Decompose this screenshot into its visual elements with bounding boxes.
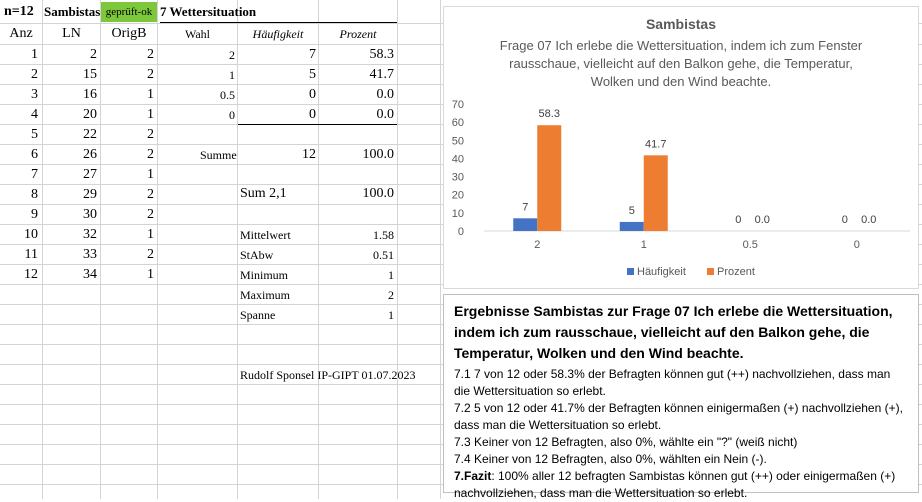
row-anz[interactable]: 11 bbox=[24, 247, 38, 262]
stat-label[interactable]: Mittelwert bbox=[240, 228, 291, 242]
stat-value[interactable]: 0.51 bbox=[373, 248, 394, 262]
col-header-haeufigkeit[interactable]: Häufigkeit bbox=[252, 27, 304, 41]
data-label: 5 bbox=[628, 204, 635, 217]
freq-haeufigkeit[interactable]: 0 bbox=[309, 87, 316, 102]
chart-subtitle-line: Wolken und den Wind beachte. bbox=[590, 74, 772, 89]
row-anz[interactable]: 3 bbox=[31, 87, 38, 102]
summe-prozent[interactable]: 100.0 bbox=[362, 147, 394, 162]
bar-prozent bbox=[644, 155, 668, 231]
question-title[interactable]: 7 Wettersituation bbox=[160, 4, 257, 19]
stat-value[interactable]: 2 bbox=[388, 288, 394, 302]
data-label: 7 bbox=[522, 201, 529, 214]
row-anz[interactable]: 10 bbox=[24, 227, 38, 242]
freq-prozent[interactable]: 0.0 bbox=[376, 87, 394, 102]
data-label: 41.7 bbox=[645, 138, 667, 151]
freq-wahl[interactable]: 2 bbox=[229, 48, 235, 62]
row-origb[interactable]: 2 bbox=[147, 127, 154, 142]
results-line-2: 7.2 5 von 12 oder 41.7% der Befragten können einigermaßen (+) nachvollziehen (+), dass man die Wettersituation so erlebt. bbox=[454, 401, 903, 432]
results-line-1: 7.1 7 von 12 oder 58.3% der Befragten können gut (++) nachvollziehen, dass man die Wettersituation so erlebt. bbox=[454, 367, 891, 398]
row-origb[interactable]: 1 bbox=[147, 227, 154, 242]
x-tick-label: 0 bbox=[853, 239, 860, 251]
stat-label[interactable]: Maximum bbox=[240, 288, 290, 302]
stat-label[interactable]: Minimum bbox=[240, 268, 289, 282]
freq-wahl[interactable]: 1 bbox=[229, 68, 235, 82]
y-tick-label: 40 bbox=[451, 153, 464, 166]
row-anz[interactable]: 8 bbox=[31, 187, 38, 202]
row-anz[interactable]: 1 bbox=[31, 47, 38, 62]
sum21-label[interactable]: Sum 2,1 bbox=[240, 186, 287, 201]
col-header-anz[interactable]: Anz bbox=[9, 26, 33, 41]
row-origb[interactable]: 1 bbox=[147, 107, 154, 122]
row-origb[interactable]: 2 bbox=[147, 247, 154, 262]
row-ln[interactable]: 2 bbox=[90, 47, 97, 62]
freq-wahl[interactable]: 0.5 bbox=[220, 88, 235, 102]
row-anz[interactable]: 4 bbox=[31, 107, 38, 122]
col-header-origb[interactable]: OrigB bbox=[111, 26, 147, 41]
stat-label[interactable]: Spanne bbox=[240, 308, 276, 322]
row-ln[interactable]: 33 bbox=[83, 247, 97, 262]
row-anz[interactable]: 7 bbox=[31, 167, 38, 182]
chart-subtitle-line: rausschaue, vielleicht auf den Balkon gehe, die Temperatur, bbox=[509, 56, 853, 71]
freq-prozent[interactable]: 41.7 bbox=[369, 67, 394, 82]
freq-prozent[interactable]: 58.3 bbox=[369, 47, 394, 62]
freq-haeufigkeit[interactable]: 5 bbox=[309, 67, 316, 82]
y-tick-label: 20 bbox=[451, 189, 464, 202]
summe-haeufigkeit[interactable]: 12 bbox=[302, 147, 316, 162]
status-badge[interactable]: geprüft-ok bbox=[101, 2, 157, 22]
freq-haeufigkeit[interactable]: 0 bbox=[309, 107, 316, 122]
row-ln[interactable]: 29 bbox=[83, 187, 97, 202]
freq-wahl[interactable]: 0 bbox=[229, 108, 235, 122]
chart-subtitle-line: Frage 07 Ich erlebe die Wettersituation, indem ich zum Fenster bbox=[499, 38, 863, 53]
bar-chart bbox=[444, 7, 918, 288]
y-tick-label: 10 bbox=[451, 207, 464, 220]
bar-prozent bbox=[537, 125, 561, 231]
row-anz[interactable]: 9 bbox=[31, 207, 38, 222]
data-label: 0.0 bbox=[861, 214, 877, 226]
group-name[interactable]: Sambistas bbox=[44, 4, 101, 19]
data-label: 0 bbox=[841, 214, 848, 226]
row-anz[interactable]: 12 bbox=[24, 267, 38, 282]
data-label: 0.0 bbox=[754, 214, 770, 226]
row-ln[interactable]: 32 bbox=[83, 227, 97, 242]
legend-swatch bbox=[627, 268, 634, 275]
row-ln[interactable]: 30 bbox=[83, 207, 97, 222]
row-origb[interactable]: 2 bbox=[147, 187, 154, 202]
fazit-label: 7.Fazit bbox=[454, 469, 492, 483]
stat-label[interactable]: StAbw bbox=[240, 248, 274, 262]
sample-size[interactable]: n=12 bbox=[4, 4, 34, 19]
y-tick-label: 0 bbox=[457, 226, 464, 238]
row-origb[interactable]: 2 bbox=[147, 67, 154, 82]
sum21-prozent[interactable]: 100.0 bbox=[362, 186, 394, 201]
chart-panel[interactable] bbox=[443, 6, 919, 289]
row-origb[interactable]: 1 bbox=[147, 267, 154, 282]
legend-swatch bbox=[707, 268, 714, 275]
freq-prozent[interactable]: 0.0 bbox=[376, 107, 394, 122]
row-ln[interactable]: 16 bbox=[83, 87, 97, 102]
freq-haeufigkeit[interactable]: 7 bbox=[309, 47, 316, 62]
row-ln[interactable]: 15 bbox=[83, 67, 97, 82]
col-header-wahl[interactable]: Wahl bbox=[184, 27, 211, 41]
credit-line[interactable]: Rudolf Sponsel IP-GIPT 01.07.2023 bbox=[240, 368, 416, 382]
data-label: 58.3 bbox=[538, 108, 560, 121]
fazit-text: : 100% aller 12 befragten Sambistas können gut (++) oder einigermaßen (+) nachvollziehen, dass man die Wettersituation so erlebt. bbox=[454, 469, 896, 500]
stat-value[interactable]: 1.58 bbox=[373, 228, 394, 242]
row-ln[interactable]: 34 bbox=[83, 267, 97, 282]
y-tick-label: 30 bbox=[451, 171, 464, 184]
stat-value[interactable]: 1 bbox=[388, 268, 394, 282]
col-header-prozent[interactable]: Prozent bbox=[339, 27, 377, 41]
row-origb[interactable]: 2 bbox=[147, 147, 154, 162]
results-fazit bbox=[454, 468, 908, 502]
row-origb[interactable]: 2 bbox=[147, 207, 154, 222]
row-origb[interactable]: 2 bbox=[147, 47, 154, 62]
bar-haeufigkeit bbox=[620, 222, 644, 231]
row-anz[interactable]: 6 bbox=[31, 147, 38, 162]
row-anz[interactable]: 2 bbox=[31, 67, 38, 82]
x-tick-label: 1 bbox=[640, 239, 647, 251]
row-ln[interactable]: 20 bbox=[83, 107, 97, 122]
results-line-4: 7.4 Keiner von 12 Befragten, also 0%, wählten ein Nein (-). bbox=[454, 452, 767, 466]
legend-label: Prozent bbox=[717, 266, 755, 278]
summe-label[interactable]: Summe bbox=[200, 148, 237, 162]
results-line-3: 7.3 Keiner von 12 Befragten, also 0%, wählte ein "?" (weiß nicht) bbox=[454, 435, 798, 449]
row-ln[interactable]: 26 bbox=[83, 147, 97, 162]
legend-label: Häufigkeit bbox=[637, 266, 686, 278]
data-label: 0 bbox=[735, 214, 742, 226]
col-header-ln[interactable]: LN bbox=[62, 26, 81, 41]
chart-title: Sambistas bbox=[645, 16, 717, 32]
row-ln[interactable]: 27 bbox=[83, 167, 97, 182]
bar-haeufigkeit bbox=[513, 218, 537, 231]
row-ln[interactable]: 22 bbox=[83, 127, 97, 142]
y-tick-label: 70 bbox=[451, 99, 464, 111]
results-title: Ergebnisse Sambistas zur Frage 07 Ich erlebe die Wettersituation, indem ich zum rausschaue, vielleicht auf den Balkon gehe, die Temperatur, Wolken und den Wind beachte. bbox=[454, 303, 893, 361]
x-tick-label: 0.5 bbox=[742, 239, 758, 251]
row-origb[interactable]: 1 bbox=[147, 167, 154, 182]
y-tick-label: 50 bbox=[451, 135, 464, 148]
row-anz[interactable]: 5 bbox=[31, 127, 38, 142]
stat-value[interactable]: 1 bbox=[388, 308, 394, 322]
x-tick-label: 2 bbox=[534, 239, 541, 251]
row-origb[interactable]: 1 bbox=[147, 87, 154, 102]
results-textbox[interactable] bbox=[443, 294, 919, 500]
y-tick-label: 60 bbox=[451, 117, 464, 130]
